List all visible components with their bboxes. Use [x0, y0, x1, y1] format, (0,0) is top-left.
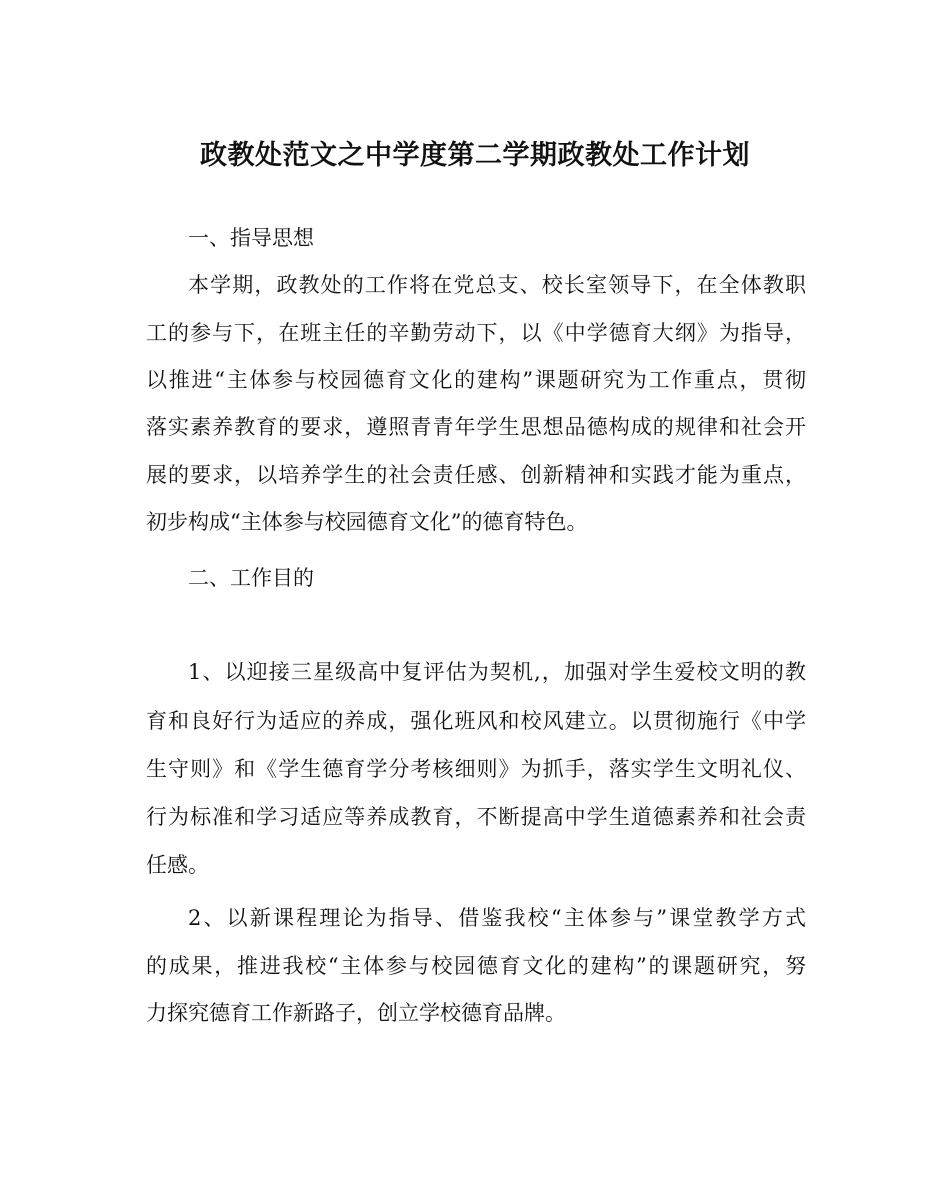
paragraph-line: 行为标准和学习适应等养成教育，不断提高中学生道德素养和社会责 [146, 805, 806, 829]
paragraph-line: 展的要求，以培养学生的社会责任感、创新精神和实践才能为重点， [146, 463, 806, 487]
heading-guiding-ideology: 一、指导思想 [188, 226, 314, 250]
paragraph-line: 工的参与下，在班主任的辛勤劳动下，以《中学德育大纲》为指导， [146, 321, 806, 345]
paragraph-line: 以推进“主体参与校园德育文化的建构”课题研究为工作重点，贯彻 [146, 368, 806, 392]
paragraph-line: 力探究德育工作新路子，创立学校德育品牌。 [146, 1001, 566, 1025]
paragraph-line: 2、以新课程理论为指导、借鉴我校“主体参与”课堂教学方式 [188, 906, 806, 930]
paragraph-line: 本学期，政教处的工作将在党总支、校长室领导下，在全体教职 [188, 273, 806, 297]
heading-work-objectives: 二、工作目的 [188, 566, 314, 590]
paragraph-line: 初步构成“主体参与校园德育文化”的德育特色。 [146, 510, 588, 534]
paragraph-line: 的成果，推进我校“主体参与校园德育文化的建构”的课题研究，努 [146, 954, 806, 978]
paragraph-line: 生守则》和《学生德育学分考核细则》为抓手，落实学生文明礼仪、 [146, 757, 806, 781]
paragraph-line: 任感。 [146, 853, 209, 877]
paragraph-line: 1、以迎接三星级高中复评估为契机,，加强对学生爱校文明的教 [188, 660, 806, 684]
document-title: 政教处范文之中学度第二学期政教处工作计划 [200, 140, 750, 171]
paragraph-line: 落实素养教育的要求，遵照青青年学生思想品德构成的规律和社会开 [146, 415, 806, 439]
paragraph-line: 育和良好行为适应的养成，强化班风和校风建立。以贯彻施行《中学 [146, 709, 806, 733]
